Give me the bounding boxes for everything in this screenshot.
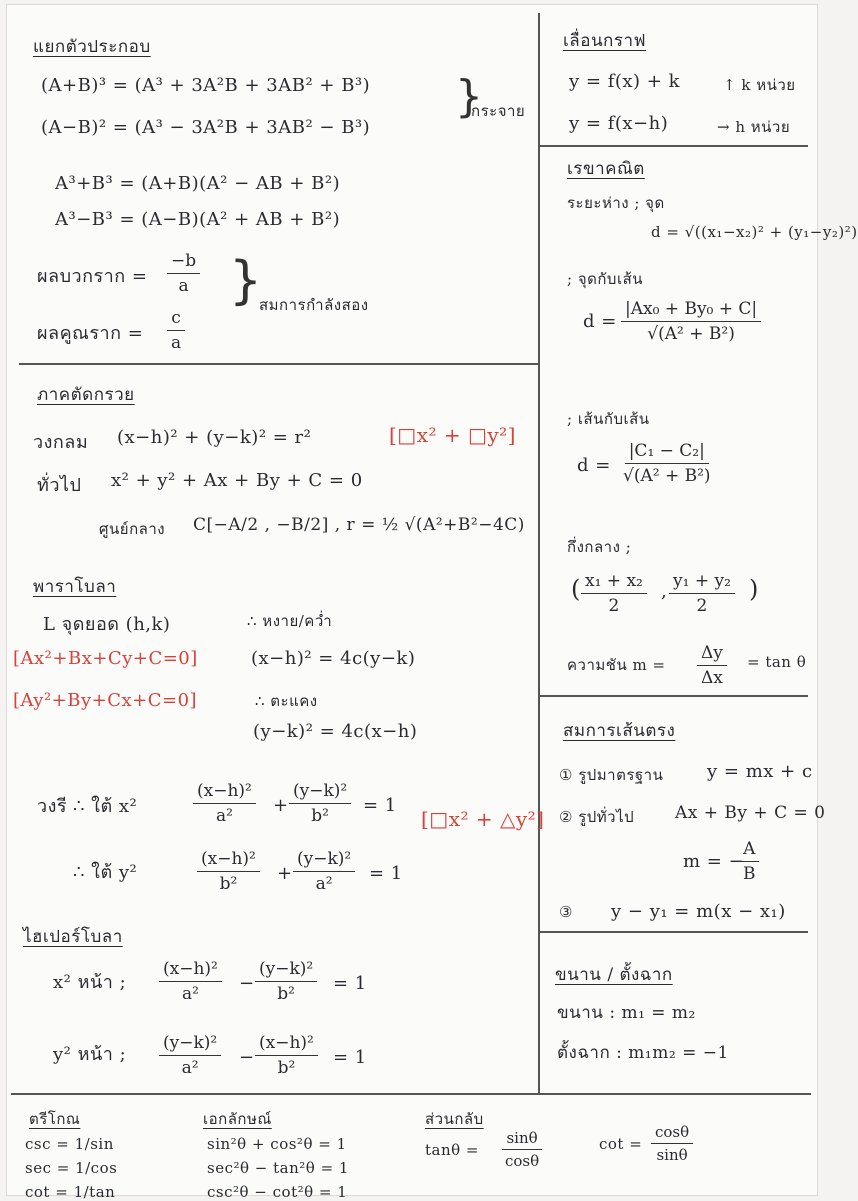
- sum-roots-fraction: [167, 251, 200, 296]
- ellipse-x-term1: [193, 781, 256, 826]
- divider-bottom: [11, 1093, 811, 1095]
- midpoint-comma: ,: [661, 581, 668, 602]
- cot-den: sinθ: [656, 1146, 688, 1164]
- quad-label: สมการกำลังสอง: [259, 296, 369, 314]
- midpoint-d1: 2: [608, 596, 620, 616]
- point-line-fraction: [621, 299, 761, 344]
- hyper-y-n1: (y−k)²: [159, 1033, 221, 1056]
- cot-def: cot = 1/tan: [25, 1183, 116, 1201]
- general-equation: x² + y² + Ax + By + C = 0: [111, 470, 363, 491]
- lineeq3: y − y₁ = m(x − x₁): [611, 901, 786, 922]
- ellipse-x-term2: [289, 781, 351, 826]
- vertex-label: L จุดยอด (h,k): [43, 614, 171, 635]
- hyper-x-eq: = 1: [333, 973, 367, 994]
- ellipse-y-n1: (x−h)²: [197, 849, 260, 872]
- shift-note1: ↑ k หน่วย: [723, 76, 796, 94]
- slope-den: Δx: [701, 668, 723, 688]
- hyper-y-n2: (x−h)²: [255, 1033, 318, 1056]
- hyper-x-n2: (y−k)²: [255, 959, 317, 982]
- roots-brace: }: [229, 251, 263, 311]
- shift-eq2: y = f(x−h): [569, 113, 669, 134]
- slope-fraction: [697, 643, 727, 688]
- hyper-y-term2: [255, 1033, 318, 1078]
- ellipse-x-n2: (y−k)²: [289, 781, 351, 804]
- circle-label: วงกลม: [33, 432, 89, 453]
- reciprocal-heading: ส่วนกลับ: [425, 1110, 484, 1128]
- parabola-form-1: [Ax²+Bx+Cy+C=0]: [13, 648, 198, 669]
- divider-factoring: [19, 363, 538, 365]
- sum-roots-num: −b: [167, 251, 200, 274]
- ellipse-y-d1: b²: [219, 874, 238, 894]
- cot-num: cosθ: [651, 1123, 693, 1144]
- lineeq2-num: A: [739, 839, 759, 862]
- divider-lineeq: [538, 931, 808, 933]
- factoring-row4: A³−B³ = (A−B)(A² + AB + B²): [55, 209, 341, 230]
- factoring-row1: (A+B)³ = (A³ + 3A²B + 3AB² + B³): [41, 75, 371, 96]
- factoring-row2: (A−B)² = (A³ − 3A²B + 3AB² − B³): [41, 117, 371, 138]
- midpoint-n1: x₁ + x₂: [581, 571, 647, 594]
- shift-eq1: y = f(x) + k: [569, 71, 680, 92]
- ellipse-hint: [□x² + △y²]: [421, 807, 545, 831]
- slope-label: ความชัน m =: [567, 656, 666, 674]
- hyper-x-n1: (x−h)²: [159, 959, 222, 982]
- ellipse-y-label: ∴ ใต้ y²: [73, 862, 138, 883]
- point-line-den: √(A² + B²): [647, 324, 735, 344]
- prod-roots-den: a: [171, 333, 182, 353]
- prod-roots-fraction: [167, 308, 185, 353]
- tan-num: sinθ: [502, 1129, 541, 1150]
- sec-def: sec = 1/cos: [25, 1159, 118, 1177]
- sum-roots-den: a: [178, 276, 189, 296]
- cot-label: cot =: [599, 1135, 643, 1153]
- tan-den: cosθ: [505, 1152, 540, 1170]
- identity-heading: เอกลักษณ์: [203, 1110, 272, 1128]
- ellipse-y-term1: [197, 849, 260, 894]
- hyper-x-d1: a²: [181, 984, 199, 1004]
- parallel-heading: ขนาน / ตั้งฉาก: [555, 965, 673, 985]
- hyper-y-eq: = 1: [333, 1047, 367, 1068]
- hyper-y-d1: a²: [181, 1058, 199, 1078]
- midpoint-d2: 2: [696, 596, 708, 616]
- ellipse-label: วงรี: [37, 796, 68, 817]
- identity-2: sec²θ − tan²θ = 1: [207, 1159, 349, 1177]
- vertical-label: ∴ หงาย/คว่ำ: [247, 612, 333, 630]
- perpendicular-rule: ตั้งฉาก : m₁m₂ = −1: [557, 1043, 729, 1063]
- line-line-fraction: [619, 441, 715, 486]
- line-line-label: ; เส้นกับเส้น: [567, 410, 650, 428]
- ellipse-y-plus: +: [277, 863, 293, 884]
- point-line-label: ; จุดกับเส้น: [567, 270, 643, 288]
- midpoint-open: (: [571, 575, 581, 603]
- factoring-brace-label: กระจาย: [471, 102, 526, 120]
- circle-hint: [□x² + □y²]: [389, 423, 516, 447]
- tan-label: tanθ =: [425, 1141, 479, 1159]
- ellipse-x-eq: = 1: [363, 795, 397, 816]
- lineeq1-label: ① รูปมาตรฐาน: [559, 766, 664, 784]
- horizontal-equation: (y−k)² = 4c(x−h): [253, 721, 418, 742]
- lineeq-heading: สมการเส้นตรง: [563, 721, 676, 741]
- shift-heading: เลื่อนกราฟ: [563, 31, 647, 51]
- tan-fraction: [501, 1129, 543, 1170]
- hyper-y-label: y² หน้า ;: [53, 1044, 127, 1065]
- identity-3: csc²θ − cot²θ = 1: [207, 1183, 348, 1201]
- lineeq1: y = mx + c: [707, 761, 813, 782]
- csc-def: csc = 1/sin: [25, 1135, 114, 1153]
- midpoint-label: กึ่งกลาง ;: [567, 538, 632, 556]
- ellipse-x-d1: a²: [215, 806, 233, 826]
- lineeq2-fraction: [739, 839, 760, 884]
- hyper-x-label: x² หน้า ;: [53, 972, 127, 993]
- lineeq2-den: B: [743, 864, 756, 884]
- hyper-y-d2: b²: [277, 1058, 296, 1078]
- horizontal-label: ∴ ตะแคง: [255, 692, 318, 710]
- factoring-row3: A³+B³ = (A+B)(A² − AB + B²): [55, 173, 341, 194]
- ellipse-y-d2: a²: [315, 874, 333, 894]
- hyper-x-term1: [159, 959, 222, 1004]
- line-line-den: √(A² + B²): [623, 466, 711, 486]
- cot-fraction: [651, 1123, 693, 1164]
- parabola-heading: พาราโบลา: [33, 577, 117, 597]
- hyper-x-term2: [255, 959, 317, 1004]
- parabola-form-2: [Ay²+By+Cx+C=0]: [13, 690, 198, 711]
- hyper-x-d2: b²: [277, 984, 295, 1004]
- lineeq3-label: ③: [559, 903, 573, 921]
- midpoint-y: [669, 571, 735, 616]
- ellipse-y-term2: [293, 849, 355, 894]
- distance-label: ระยะห่าง ; จุด: [567, 194, 665, 212]
- divider-shift: [538, 145, 808, 147]
- hyper-x-minus: −: [239, 973, 255, 994]
- midpoint-x: [581, 571, 647, 616]
- hyperbola-heading: ไฮเปอร์โบลา: [23, 927, 123, 947]
- ellipse-y-eq: = 1: [369, 863, 403, 884]
- trig-heading: ตรีโกณ: [29, 1110, 81, 1128]
- midpoint-close: ): [749, 575, 759, 603]
- lineeq2-label: ② รูปทั่วไป: [559, 808, 635, 826]
- ellipse-y-n2: (y−k)²: [293, 849, 355, 872]
- hyper-y-term1: [159, 1033, 221, 1078]
- ellipse-x-label: ∴ ใต้ x²: [73, 796, 138, 817]
- center-equation: C[−A/2 , −B/2] , r = ½ √(A²+B²−4C): [193, 515, 525, 535]
- line-line-d: d =: [577, 455, 611, 476]
- slope-tail: = tan θ: [747, 653, 807, 671]
- ellipse-x-plus: +: [273, 795, 289, 816]
- line-line-num: |C₁ − C₂|: [625, 441, 709, 464]
- point-line-num: |Ax₀ + By₀ + C|: [621, 299, 761, 322]
- prod-roots-label: ผลคูณราก =: [37, 323, 144, 344]
- factoring-brace: }: [455, 71, 483, 122]
- prod-roots-num: c: [167, 308, 185, 331]
- parallel-rule: ขนาน : m₁ = m₂: [557, 1003, 696, 1023]
- ellipse-x-n1: (x−h)²: [193, 781, 256, 804]
- factoring-heading: แยกตัวประกอบ: [33, 37, 151, 57]
- divider-geometry: [538, 695, 808, 697]
- lineeq2: Ax + By + C = 0: [675, 803, 826, 823]
- lineeq2-m: m = −: [683, 851, 745, 872]
- ellipse-x-d2: b²: [311, 806, 329, 826]
- center-label: ศูนย์กลาง: [99, 520, 166, 538]
- point-line-d: d =: [583, 311, 617, 332]
- vertical-equation: (x−h)² = 4c(y−k): [251, 648, 416, 669]
- identity-1: sin²θ + cos²θ = 1: [207, 1135, 347, 1153]
- midpoint-n2: y₁ + y₂: [669, 571, 735, 594]
- conics-heading: ภาคตัดกรวย: [37, 385, 135, 405]
- general-label: ทั่วไป: [37, 475, 82, 496]
- notes-sheet: [6, 4, 858, 1201]
- shift-note2: → h หน่วย: [717, 118, 791, 136]
- circle-equation: (x−h)² + (y−k)² = r²: [117, 427, 312, 448]
- sum-roots-label: ผลบวกราก =: [37, 266, 148, 287]
- distance-equation: d = √((x₁−x₂)² + (y₁−y₂)²): [651, 223, 858, 241]
- geometry-heading: เรขาคณิต: [567, 159, 645, 179]
- hyper-y-minus: −: [239, 1047, 255, 1068]
- slope-num: Δy: [697, 643, 727, 666]
